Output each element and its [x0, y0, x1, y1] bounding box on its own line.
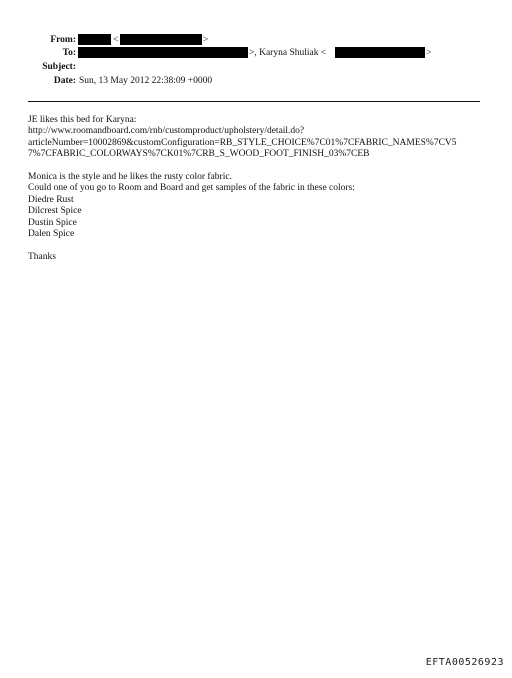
from-email-redaction	[120, 34, 202, 45]
color-list-item: Dustin Spice	[28, 217, 77, 228]
body-link-line: 7%7CFABRIC_COLORWAYS%7CK01%7CRB_S_WOOD_FOOT_FINISH_03%7CEB	[28, 149, 370, 160]
color-list-item: Diedre Rust	[28, 194, 74, 205]
from-gt-bracket: >	[203, 35, 209, 45]
paragraph-gap	[28, 240, 488, 251]
from-label: From:	[50, 35, 76, 45]
to-recipient-redaction	[78, 47, 248, 58]
email-body	[28, 115, 488, 263]
body-link-line: http://www.roomandboard.com/rnb/customproduct/upholstery/detail.do?	[28, 126, 305, 137]
body-line: Could one of you go to Room and Board and get samples of the fabric in these colors:	[28, 183, 355, 194]
email-header	[0, 0, 512, 100]
closing-line: Thanks	[28, 251, 56, 262]
date-value: Sun, 13 May 2012 22:38:09 +0000	[79, 76, 213, 86]
body-line: JE likes this bed for Karyna:	[28, 115, 137, 125]
body-link-line: articleNumber=10002869&customConfiguration=RB_STYLE_CHOICE%7C01%7CFABRIC_NAMES%7CV5	[28, 137, 457, 148]
date-label: Date:	[53, 76, 76, 86]
to-recipient-name: >, Karyna Shuliak <	[249, 48, 327, 58]
to-gt-bracket: >	[426, 48, 432, 58]
from-lt-bracket: <	[113, 35, 119, 45]
header-divider	[28, 101, 480, 102]
from-name-redaction	[78, 34, 111, 45]
paragraph-gap	[28, 161, 488, 172]
to-email-redaction	[335, 47, 425, 58]
to-label: To:	[62, 48, 76, 58]
body-line: Monica is the style and he likes the rusty color fabric.	[28, 172, 232, 183]
document-id: EFTA00526923	[425, 657, 504, 668]
color-list-item: Dilcrest Spice	[28, 206, 82, 217]
subject-label: Subject:	[42, 62, 76, 72]
color-list-item: Dalen Spice	[28, 229, 75, 240]
